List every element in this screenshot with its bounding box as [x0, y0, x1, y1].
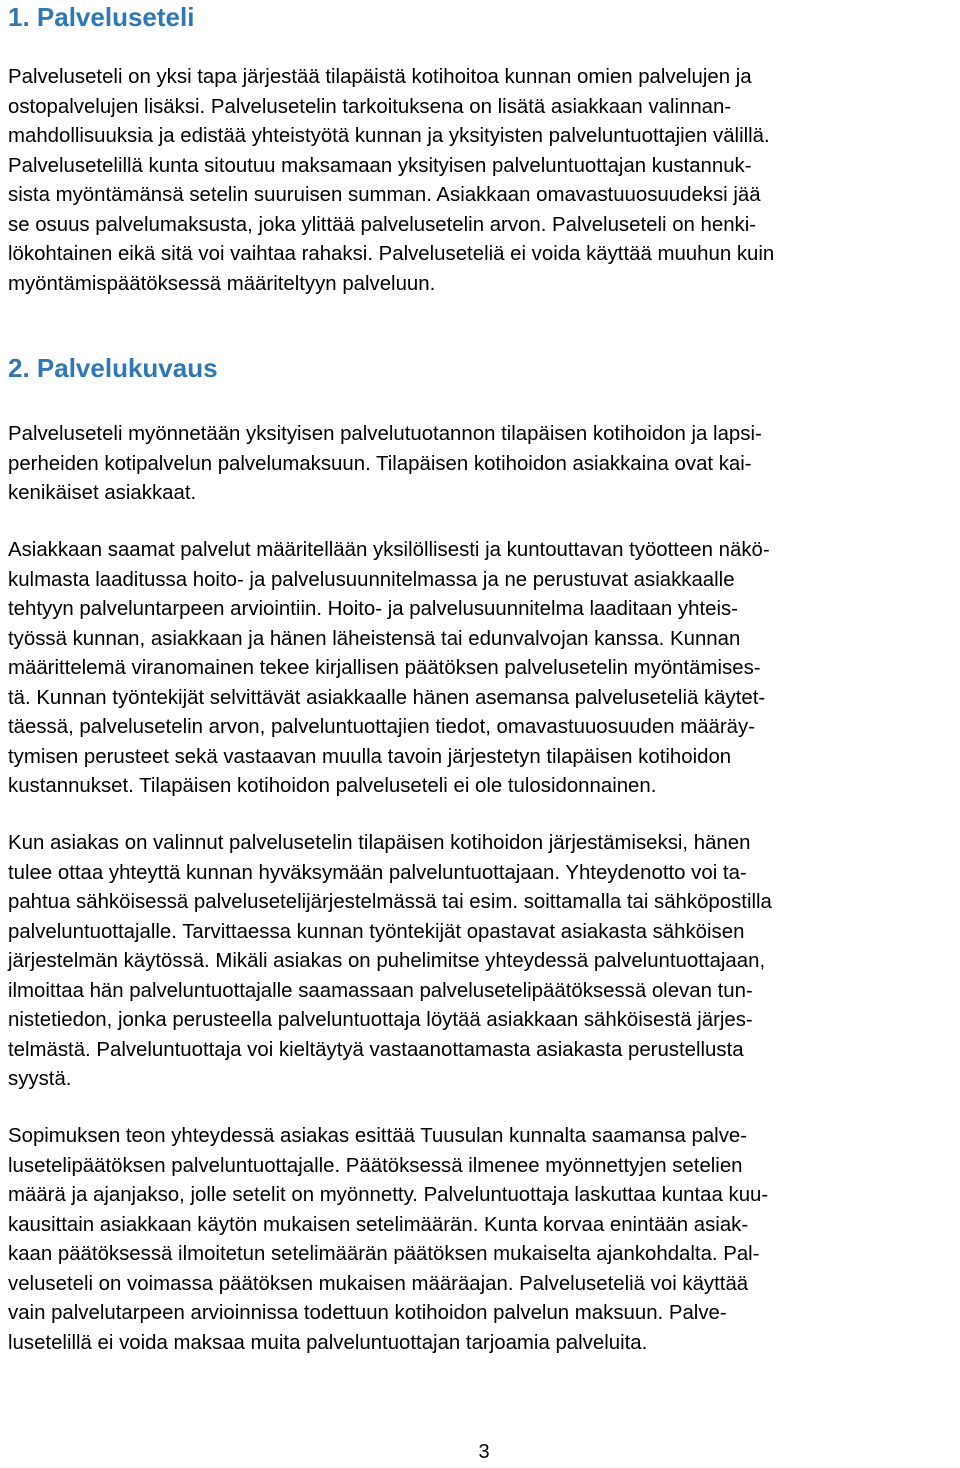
- page-number: 3: [478, 1441, 490, 1463]
- paragraph-service-assessment: Asiakkaan saamat palvelut määritellään yksilöllisesti ja kuntouttavan työotteen näkö- kulmasta laaditussa hoito- ja palvelusuunnitelmassa ja ne perustuvat asiakkaalle tehtyyn palveluntarpeen arviointiin. Hoito- ja palvelusuunnitelma laaditaan yhteis- työssä kunnan, asiakkaan ja hänen läheistensä tai edunvalvojan kanssa. Kunnan määrittelemä viranomainen tekee kirjallisen päätöksen palvelusetelin myöntämises- tä. Kunnan työntekijät selvittävät asiakkaalle hänen asemansa palveluseteliä käytet- täessä, palvelusetelin arvon, palveluntuottajien tiedot, omavastuuosuuden määräy- tymisen perusteet sekä vastaavan muulla tavoin järjestetyn tilapäisen kotihoidon kustannukset. Tilapäisen kotihoidon palveluseteli ei ole tulosidonnainen.: [8, 539, 770, 797]
- paragraph-provider-contact: Kun asiakas on valinnut palvelusetelin tilapäisen kotihoidon järjestämiseksi, hänen tulee ottaa yhteyttä kunnan hyväksymään palveluntuottajaan. Yhteydenotto voi ta- pahtua sähköisessä palvelusetelijärjestelmässä tai esim. soittamalla tai sähköpostilla palveluntuottajalle. Tarvittaessa kunnan työntekijät opastavat asiakasta sähköisen järjestelmän käytössä. Mikäli asiakas on puhelimitse yhteydessä palveluntuottajaan, ilmoittaa hän palveluntuottajalle saamassaan palvelusetelipäätöksessä olevan tun- nistetiedon, jonka perusteella palveluntuottaja löytää asiakkaan sähköisestä järjes- telmästä. Palveluntuottaja voi kieltäytyä vastaanottamasta asiakasta perustellusta syystä.: [8, 832, 772, 1090]
- section-heading-palvelukuvaus: 2. Palvelukuvaus: [8, 353, 218, 383]
- paragraph-service-description: Palveluseteli myönnetään yksityisen palvelutuotannon tilapäisen kotihoidon ja lapsi- perheiden kotipalvelun palvelumaksuun. Tilapäisen kotihoidon asiakkaina ovat kai- kenikäiset asiakkaat.: [8, 423, 762, 504]
- paragraph-agreement: Sopimuksen teon yhteydessä asiakas esittää Tuusulan kunnalta saamansa palve- lusetelipäätöksen palveluntuottajalle. Päätöksessä ilmenee myönnettyjen setelien määrä ja ajanjakso, jolle setelit on myönnetty. Palveluntuottaja laskuttaa kuntaa kuu- kausittain asiakkaan käytön mukaisen setelimäärän. Kunta korvaa enintään asiak- kaan päätöksessä ilmoitetun setelimäärän päätöksen mukaiselta ajankohdalta. Pal- veluseteli on voimassa päätöksen mukaisen määräajan. Palveluseteliä voi käyttää vain palvelutarpeen arvioinnissa todettuun kotihoidon palvelun maksuun. Palve- lusetelillä ei voida maksaa muita palveluntuottajan tarjoamia palveluita.: [8, 1125, 769, 1354]
- section-heading-palveluseteli: 1. Palveluseteli: [8, 2, 195, 32]
- paragraph-intro: Palveluseteli on yksi tapa järjestää tilapäistä kotihoitoa kunnan omien palvelujen ja ostopalvelujen lisäksi. Palvelusetelin tarkoituksena on lisätä asiakkaan valinnan- mahdollisuuksia ja edistää yhteistyötä kunnan ja yksityisten palveluntuottajien välillä. Palvelusetelillä kunta sitoutuu maksamaan yksityisen palveluntuottajan kustannuk- sista myöntämänsä setelin suuruisen summan. Asiakkaan omavastuuosuudeksi jää se osuus palvelumaksusta, joka ylittää palvelusetelin arvon. Palveluseteli on henki- lökohtainen eikä sitä voi vaihtaa rahaksi. Palveluseteliä ei voida käyttää muuhun kuin myöntämispäätöksessä määriteltyyn palveluun.: [8, 66, 775, 295]
